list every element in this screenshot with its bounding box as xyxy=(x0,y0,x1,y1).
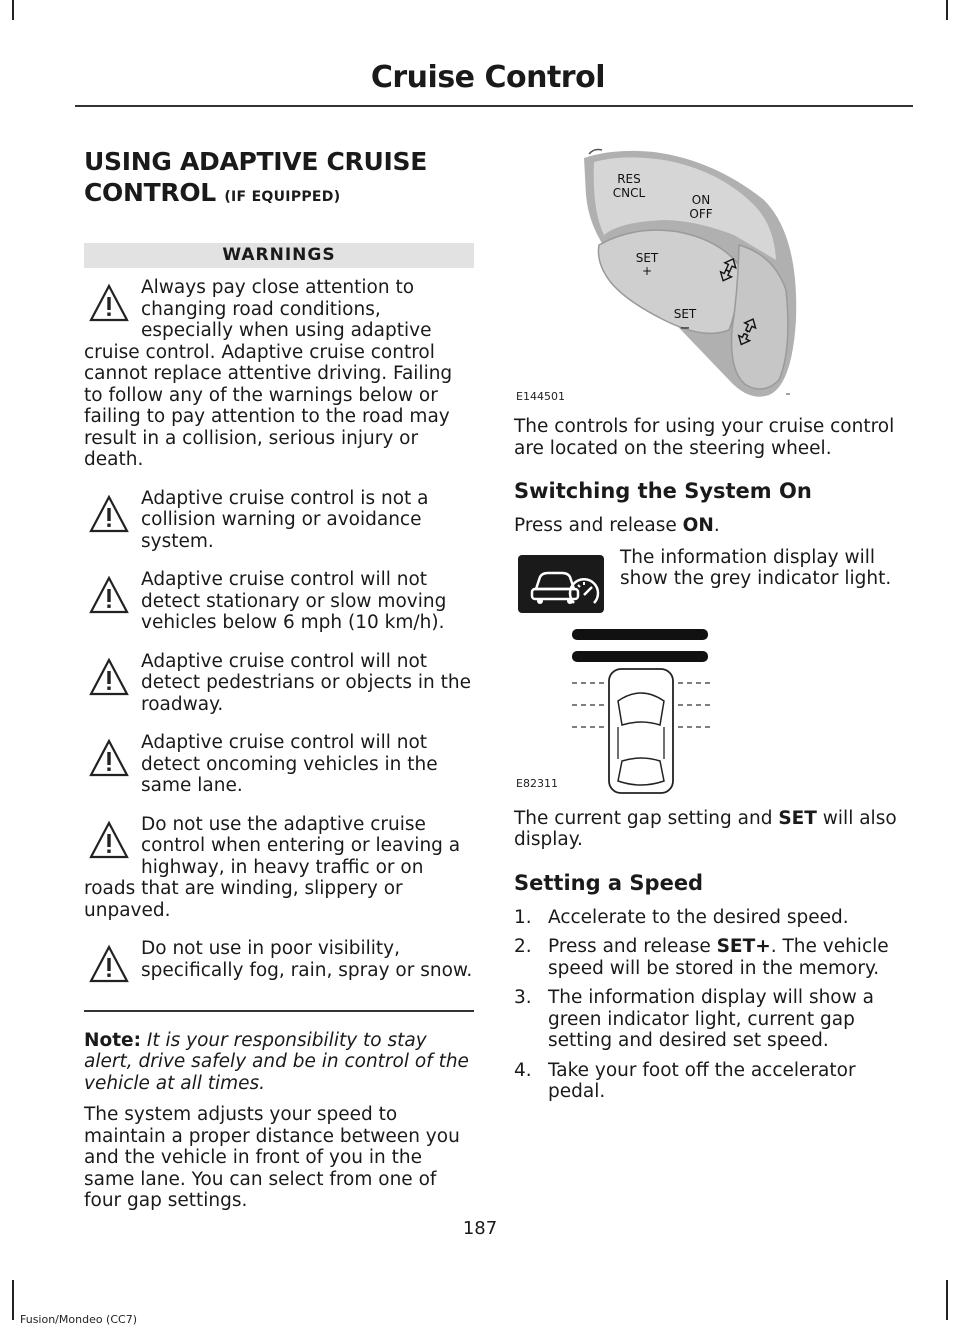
header-rule xyxy=(75,105,913,107)
warning-triangle-icon xyxy=(89,657,129,701)
warning-text: Do not use the adaptive cruise control when entering or leaving a highway, in heavy traffic or on roads that are winding, slippery or unpaved. xyxy=(84,813,461,921)
list-item xyxy=(514,987,910,1052)
warning-triangle-icon xyxy=(89,575,129,619)
warning-item xyxy=(84,651,474,716)
minus-label: − xyxy=(679,321,691,336)
step-text: Accelerate to the desired speed. xyxy=(548,906,849,928)
display-indicator-text: The information display will show the grey indicator light. xyxy=(620,546,892,589)
list-item xyxy=(514,936,910,979)
warning-item xyxy=(84,732,474,797)
footer-model: Fusion/Mondeo (CC7) xyxy=(20,1313,138,1326)
off-label: OFF xyxy=(689,207,713,221)
section-title-text: USING ADAPTIVE CRUISE CONTROL xyxy=(84,147,427,207)
figure-code: E144501 xyxy=(516,390,565,403)
step-prefix: Press and release xyxy=(548,936,717,957)
step-number: 1. xyxy=(514,906,532,928)
plus-label: + xyxy=(641,264,653,278)
gap-display-paragraph xyxy=(514,808,910,851)
warning-triangle-icon xyxy=(89,494,129,538)
warning-triangle-icon xyxy=(89,944,129,988)
adaptive-cruise-indicator-icon xyxy=(518,555,604,613)
figure-code: E82311 xyxy=(516,776,558,790)
crop-mark-tr-v xyxy=(946,0,948,20)
setting-speed-steps xyxy=(514,907,910,1103)
press-suffix: . xyxy=(713,515,720,536)
set-minus-label: SET xyxy=(673,307,697,321)
warning-text: Adaptive cruise control will not detect oncoming vehicles in the same lane. xyxy=(141,732,438,796)
warning-item xyxy=(84,569,474,634)
steering-controls-figure xyxy=(514,140,910,410)
steering-switch-illustration xyxy=(514,140,910,410)
page-number: 187 xyxy=(462,1218,498,1239)
section-divider xyxy=(84,1010,474,1012)
gap-setting-figure xyxy=(514,621,910,796)
warning-triangle-icon xyxy=(89,283,129,327)
press-on-paragraph xyxy=(514,515,910,537)
cncl-label: CNCL xyxy=(612,186,646,200)
step-number: 4. xyxy=(514,1059,532,1081)
section-title xyxy=(84,146,474,213)
indicator-row xyxy=(514,547,910,613)
gap-suffix: will also display. xyxy=(514,807,897,850)
right-column xyxy=(514,140,910,1111)
gap-setting-illustration xyxy=(514,621,910,796)
list-item xyxy=(514,1060,910,1103)
note xyxy=(84,1030,474,1095)
setting-speed-title: Setting a Speed xyxy=(514,870,704,895)
step-text: The information display will show a green indicator light, current gap setting and desired set speed. xyxy=(548,987,874,1051)
warning-text: Adaptive cruise control will not detect pedestrians or objects in the roadway. xyxy=(141,650,471,715)
switching-title: Switching the System On xyxy=(514,479,812,503)
warning-text: Adaptive cruise control is not a collision warning or avoidance system. xyxy=(141,487,429,552)
list-item xyxy=(514,907,910,929)
warning-item xyxy=(84,938,474,988)
section-title-suffix: (IF EQUIPPED) xyxy=(224,189,341,205)
gap-key: SET xyxy=(778,807,817,829)
warning-item xyxy=(84,488,474,553)
page-header-title: Cruise Control xyxy=(370,60,605,95)
gap-settings-paragraph: The system adjusts your speed to maintain a proper distance between you and the vehicle in front of you in the same lane. You can select from one of four gap settings. xyxy=(84,1104,460,1211)
step-text: Take your foot off the accelerator pedal. xyxy=(548,1059,856,1102)
warning-item xyxy=(84,814,474,922)
left-column xyxy=(84,140,474,1212)
crop-mark-bl-v xyxy=(12,1280,14,1320)
set-plus-label: SET xyxy=(635,251,659,265)
crop-mark-br-v xyxy=(946,1280,948,1320)
warnings-heading: WARNINGS xyxy=(84,243,474,268)
on-label: ON xyxy=(691,193,711,207)
res-label: RES xyxy=(617,172,641,186)
controls-paragraph: The controls for using your cruise control are located on the steering wheel. xyxy=(514,416,895,459)
gap-prefix: The current gap setting and xyxy=(514,807,779,829)
note-text: It is your responsibility to stay alert, drive safely and be in control of the vehicle at all times. xyxy=(84,1029,469,1094)
step-key: SET+ xyxy=(716,936,771,957)
warning-text: Always pay close attention to changing road conditions, especially when using adaptive cruise control. Adaptive cruise control cannot replace attentive driving. Failing to follow any of the warnings below or failing to pay attention to the road may result in a collision, serious injury or death. xyxy=(84,277,453,470)
warning-text: Adaptive cruise control will not detect stationary or slow moving vehicles below 6 mph (10 km/h). xyxy=(141,569,447,633)
warning-text: Do not use in poor visibility, specifically fog, rain, spray or snow. xyxy=(141,938,473,981)
step-suffix: . The vehicle speed will be stored in the memory. xyxy=(548,936,889,979)
note-label: Note: xyxy=(84,1029,141,1051)
warning-triangle-icon xyxy=(89,738,129,782)
warning-item xyxy=(84,277,474,471)
step-number: 2. xyxy=(514,936,532,957)
crop-mark-tl-v xyxy=(12,0,14,20)
press-key: ON xyxy=(682,515,714,536)
press-prefix: Press and release xyxy=(514,515,683,536)
step-number: 3. xyxy=(514,987,532,1008)
warning-triangle-icon xyxy=(89,820,129,864)
